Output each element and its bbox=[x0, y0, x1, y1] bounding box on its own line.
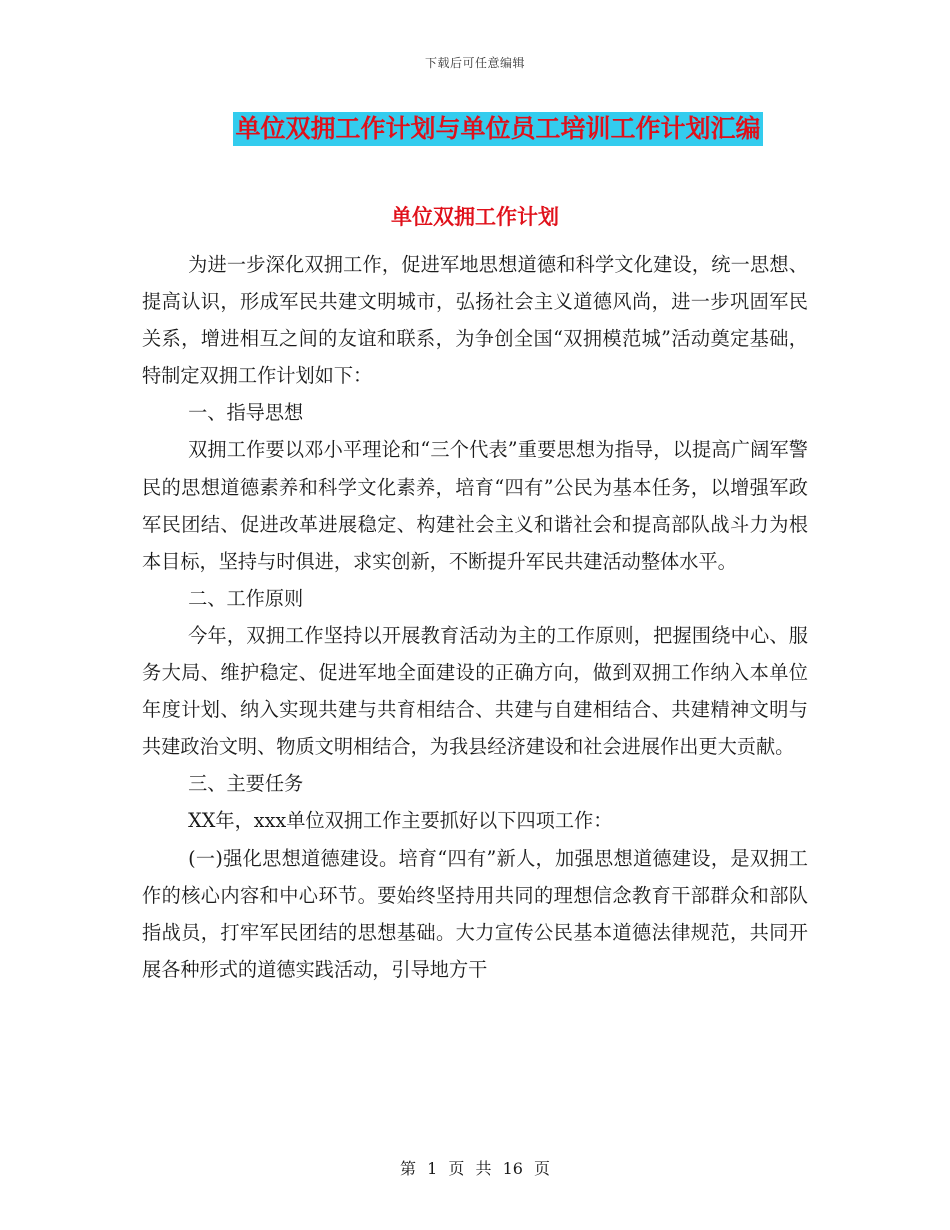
paragraph-main-tasks-intro: XX年，xxx单位双拥工作主要抓好以下四项工作： bbox=[188, 809, 613, 833]
paragraph-work-principles: 今年，双拥工作坚持以开展教育活动为主的工作原则，把握围绕中心、服务大局、维护稳定、促进军地全面建设的正确方向，做到双拥工作纳入本单位年度计划、纳入实现共建与共育相结合、共建与自建相结合、共建精神文明与共建政治文明、物质文明相结合，为我县经济建设和社会进展作出更大贡献。 bbox=[142, 623, 808, 759]
main-title: 单位双拥工作计划与单位员工培训工作计划汇编 bbox=[233, 112, 762, 146]
heading-guiding-thought: 一、指导思想 bbox=[188, 401, 304, 425]
footer-page-word: 页 bbox=[448, 1159, 465, 1178]
document-body bbox=[142, 246, 808, 988]
footer-prefix: 第 bbox=[399, 1159, 416, 1178]
main-title-container bbox=[0, 112, 950, 146]
section-title: 单位双拥工作计划 bbox=[391, 205, 559, 229]
footer-current-page: 1 bbox=[427, 1159, 438, 1178]
footer-total-word: 共 bbox=[475, 1159, 492, 1178]
heading-work-principles: 二、工作原则 bbox=[188, 586, 304, 610]
header-note: 下载后可任意编辑 bbox=[424, 56, 525, 70]
footer-suffix: 页 bbox=[534, 1159, 551, 1178]
paragraph-intro: 为进一步深化双拥工作，促进军地思想道德和科学文化建设，统一思想、提高认识，形成军民共建文明城市，弘扬社会主义道德风尚，进一步巩固军民关系，增进相互之间的友谊和联系，为争创全国“双拥模范城”活动奠定基础，特制定双拥工作计划如下： bbox=[142, 253, 808, 388]
heading-main-tasks: 三、主要任务 bbox=[188, 772, 304, 796]
paragraph-guiding-thought: 双拥工作要以邓小平理论和“三个代表”重要思想为指导，以提高广阔军警民的思想道德素养和科学文化素养，培育“四有”公民为基本任务，以增强军政军民团结、促进改革进展稳定、构建社会主义和谐社会和提高部队战斗力为根本目标，坚持与时俱进，求实创新，不断提升军民共建活动整体水平。 bbox=[142, 438, 808, 573]
footer-total-pages: 16 bbox=[502, 1159, 523, 1178]
paragraph-task-one: (一)强化思想道德建设。培育“四有”新人，加强思想道德建设，是双拥工作的核心内容和中心环节。要始终坚持用共同的理想信念教育干部群众和部队指战员，打牢军民团结的思想基础。大力宣传公民基本道德法律规范，共同开展各种形式的道德实践活动，引导地方干 bbox=[142, 846, 808, 981]
page-footer bbox=[0, 1156, 950, 1179]
